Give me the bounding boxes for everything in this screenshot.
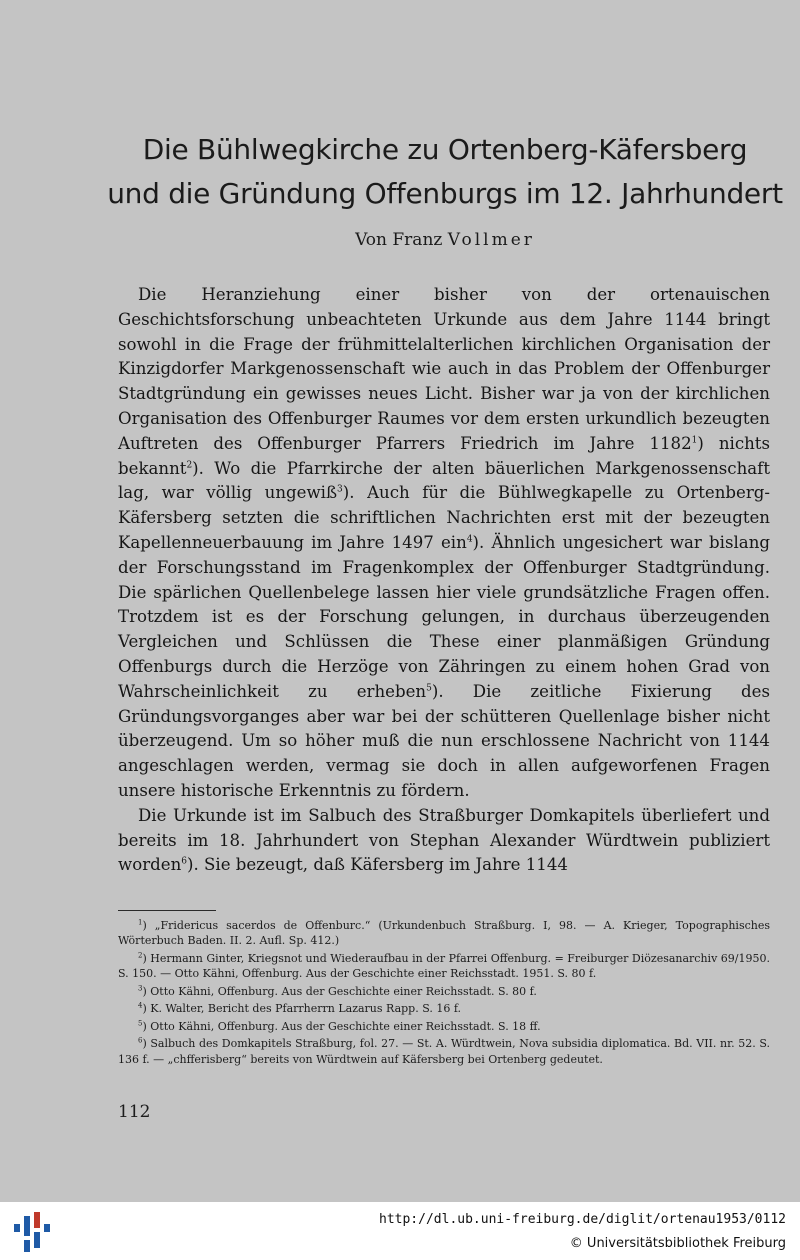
ub-freiburg-logo-icon[interactable] (12, 1210, 52, 1254)
paragraph-1-part-b: ) nichts bekannt (118, 433, 770, 478)
footnotes (118, 918, 770, 1069)
footnote-divider (118, 910, 216, 911)
footnote-text: ) Salbuch des Domkapitels Straßburg, fol. 27. — St. A. Würdtwein, Nova subsidia diplomatica. Bd. VII. nr. 52. S. 136 f. — „chfferisberg“ bereits von Würdtwein auf Käfersberg bei Ortenberg gedeutet. (118, 1037, 770, 1066)
document-url-link[interactable]: http://dl.ub.uni-freiburg.de/diglit/ortenau1953/0112 (379, 1212, 786, 1227)
title-line-1: Die Bühlwegkirche zu Ortenberg-Käfersberg (142, 133, 748, 166)
footnote-text: ) „Fridericus sacerdos de Offenburc.“ (Urkundenbuch Straßburg. I, 98. — A. Krieger, Topographisches Wörterbuch Baden. II. 2. Aufl. Sp. 412.) (118, 919, 770, 948)
footnote-item (118, 951, 770, 981)
footnote-ref-1: 1 (691, 435, 698, 446)
copyright-notice: © Universitätsbibliothek Freiburg (569, 1236, 786, 1251)
footnote-text: ) Otto Kähni, Offenburg. Aus der Geschichte einer Reichsstadt. S. 80 f. (142, 984, 537, 998)
footnote-ref-2: 2 (186, 460, 193, 471)
footnote-number: 5 (138, 1019, 143, 1028)
paragraph-1 (118, 283, 770, 804)
paragraph-1-part-c: ). Wo die Pfarrkirche der alten bäuerlichen Markgenossenschaft lag, war völlig ungewiß (118, 458, 770, 503)
footnote-number: 1 (138, 918, 143, 927)
paragraph-2-part-a: Die Urkunde ist im Salbuch des Straßburger Domkapitels überliefert und bereits im 18. Jahrhundert von Stephan Alexander Würdtwein publiziert worden (118, 805, 770, 875)
footnote-ref-6: 6 (181, 856, 187, 867)
footnote-item (118, 1019, 770, 1034)
footnote-text: ) Otto Kähni, Offenburg. Aus der Geschichte einer Reichsstadt. S. 18 ff. (142, 1019, 541, 1033)
footnote-number: 6 (138, 1036, 143, 1045)
paragraph-1-part-e: ). Ähnlich ungesichert war bislang der Forschungsstand im Fragenkomplex der Offenburger Stadtgründung. Die spärlichen Quellenbelege lassen hier viele grundsätzliche Fragen offen. Trotzdem ist es der Forschung gelungen, in durchaus überzeugenden Vergleichen und Schlüssen die These einer planmäßigen Gründung Offenburgs durch die Herzöge von Zähringen zu einem hohen Grad von Wahrscheinlichkeit zu erheben (118, 532, 771, 701)
author-name: Vollmer (447, 230, 535, 250)
footnote-ref-5: 5 (426, 683, 432, 694)
author-prefix: Von Franz (355, 230, 443, 250)
footnote-text: ) K. Walter, Bericht des Pfarrherrn Lazarus Rapp. S. 16 f. (142, 1002, 462, 1016)
footnote-ref-3: 3 (337, 484, 343, 495)
footnote-number: 2 (138, 951, 143, 960)
paragraph-2-part-b: ). Sie bezeugt, daß Käfersberg im Jahre 1144 (187, 855, 568, 875)
paragraph-2 (118, 804, 770, 878)
author-line (100, 230, 790, 250)
footnote-item (118, 918, 770, 948)
footnote-item (118, 984, 770, 999)
footnote-ref-4: 4 (466, 534, 473, 545)
paragraph-1-part-d: ). Auch für die Bühlwegkapelle zu Ortenberg-Käfersberg setzten die schriftlichen Nachrichten erst mit der bezeugten Kapellenneuerbauung im Jahre 1497 ein (118, 483, 770, 552)
article-title (100, 128, 790, 216)
title-line-2: und die Gründung Offenburgs im 12. Jahrhundert (107, 177, 783, 210)
paragraph-1-part-f: ). Die zeitliche Fixierung des Gründungsvorganges aber war bei der schütteren Quellenlage bisher nicht überzeugend. Um so höher muß die nun erschlossene Nachricht von 1144 angeschlagen werden, vermag sie doch in allen aufgeworfenen Fragen unsere historische Erkenntnis zu fördern. (118, 681, 770, 800)
paragraph-1-part-a: Die Heranziehung einer bisher von der ortenauischen Geschichtsforschung unbeachteten Urkunde aus dem Jahre 1144 bringt sowohl in die Frage der frühmittelalterlichen kirchlichen Organisation der Kinzigdorfer Markgenossenschaft wie auch in das Problem der Offenburger Stadtgründung ein gewisses neues Licht. Bisher war ja von der kirchlichen Organisation des Offenburger Raumes vor dem ersten urkundlich bezeugten Auftreten des Offenburger Pfarrers Friedrich im Jahre 1182 (118, 285, 770, 453)
footnote-number: 4 (138, 1001, 143, 1010)
footnote-item (118, 1001, 770, 1016)
footnote-item (118, 1036, 770, 1066)
footnote-number: 3 (138, 983, 143, 992)
library-footer-bar (0, 1202, 800, 1260)
footnote-text: ) Hermann Ginter, Kriegsnot und Wiederaufbau in der Pfarrei Offenburg. = Freiburger Diözesanarchiv 69/1950. S. 150. — Otto Kähni, Offenburg. Aus der Geschichte einer Reichsstadt. 1951. S. 80 f. (118, 951, 770, 980)
page-number: 112 (118, 1102, 151, 1122)
body-text (118, 283, 770, 878)
